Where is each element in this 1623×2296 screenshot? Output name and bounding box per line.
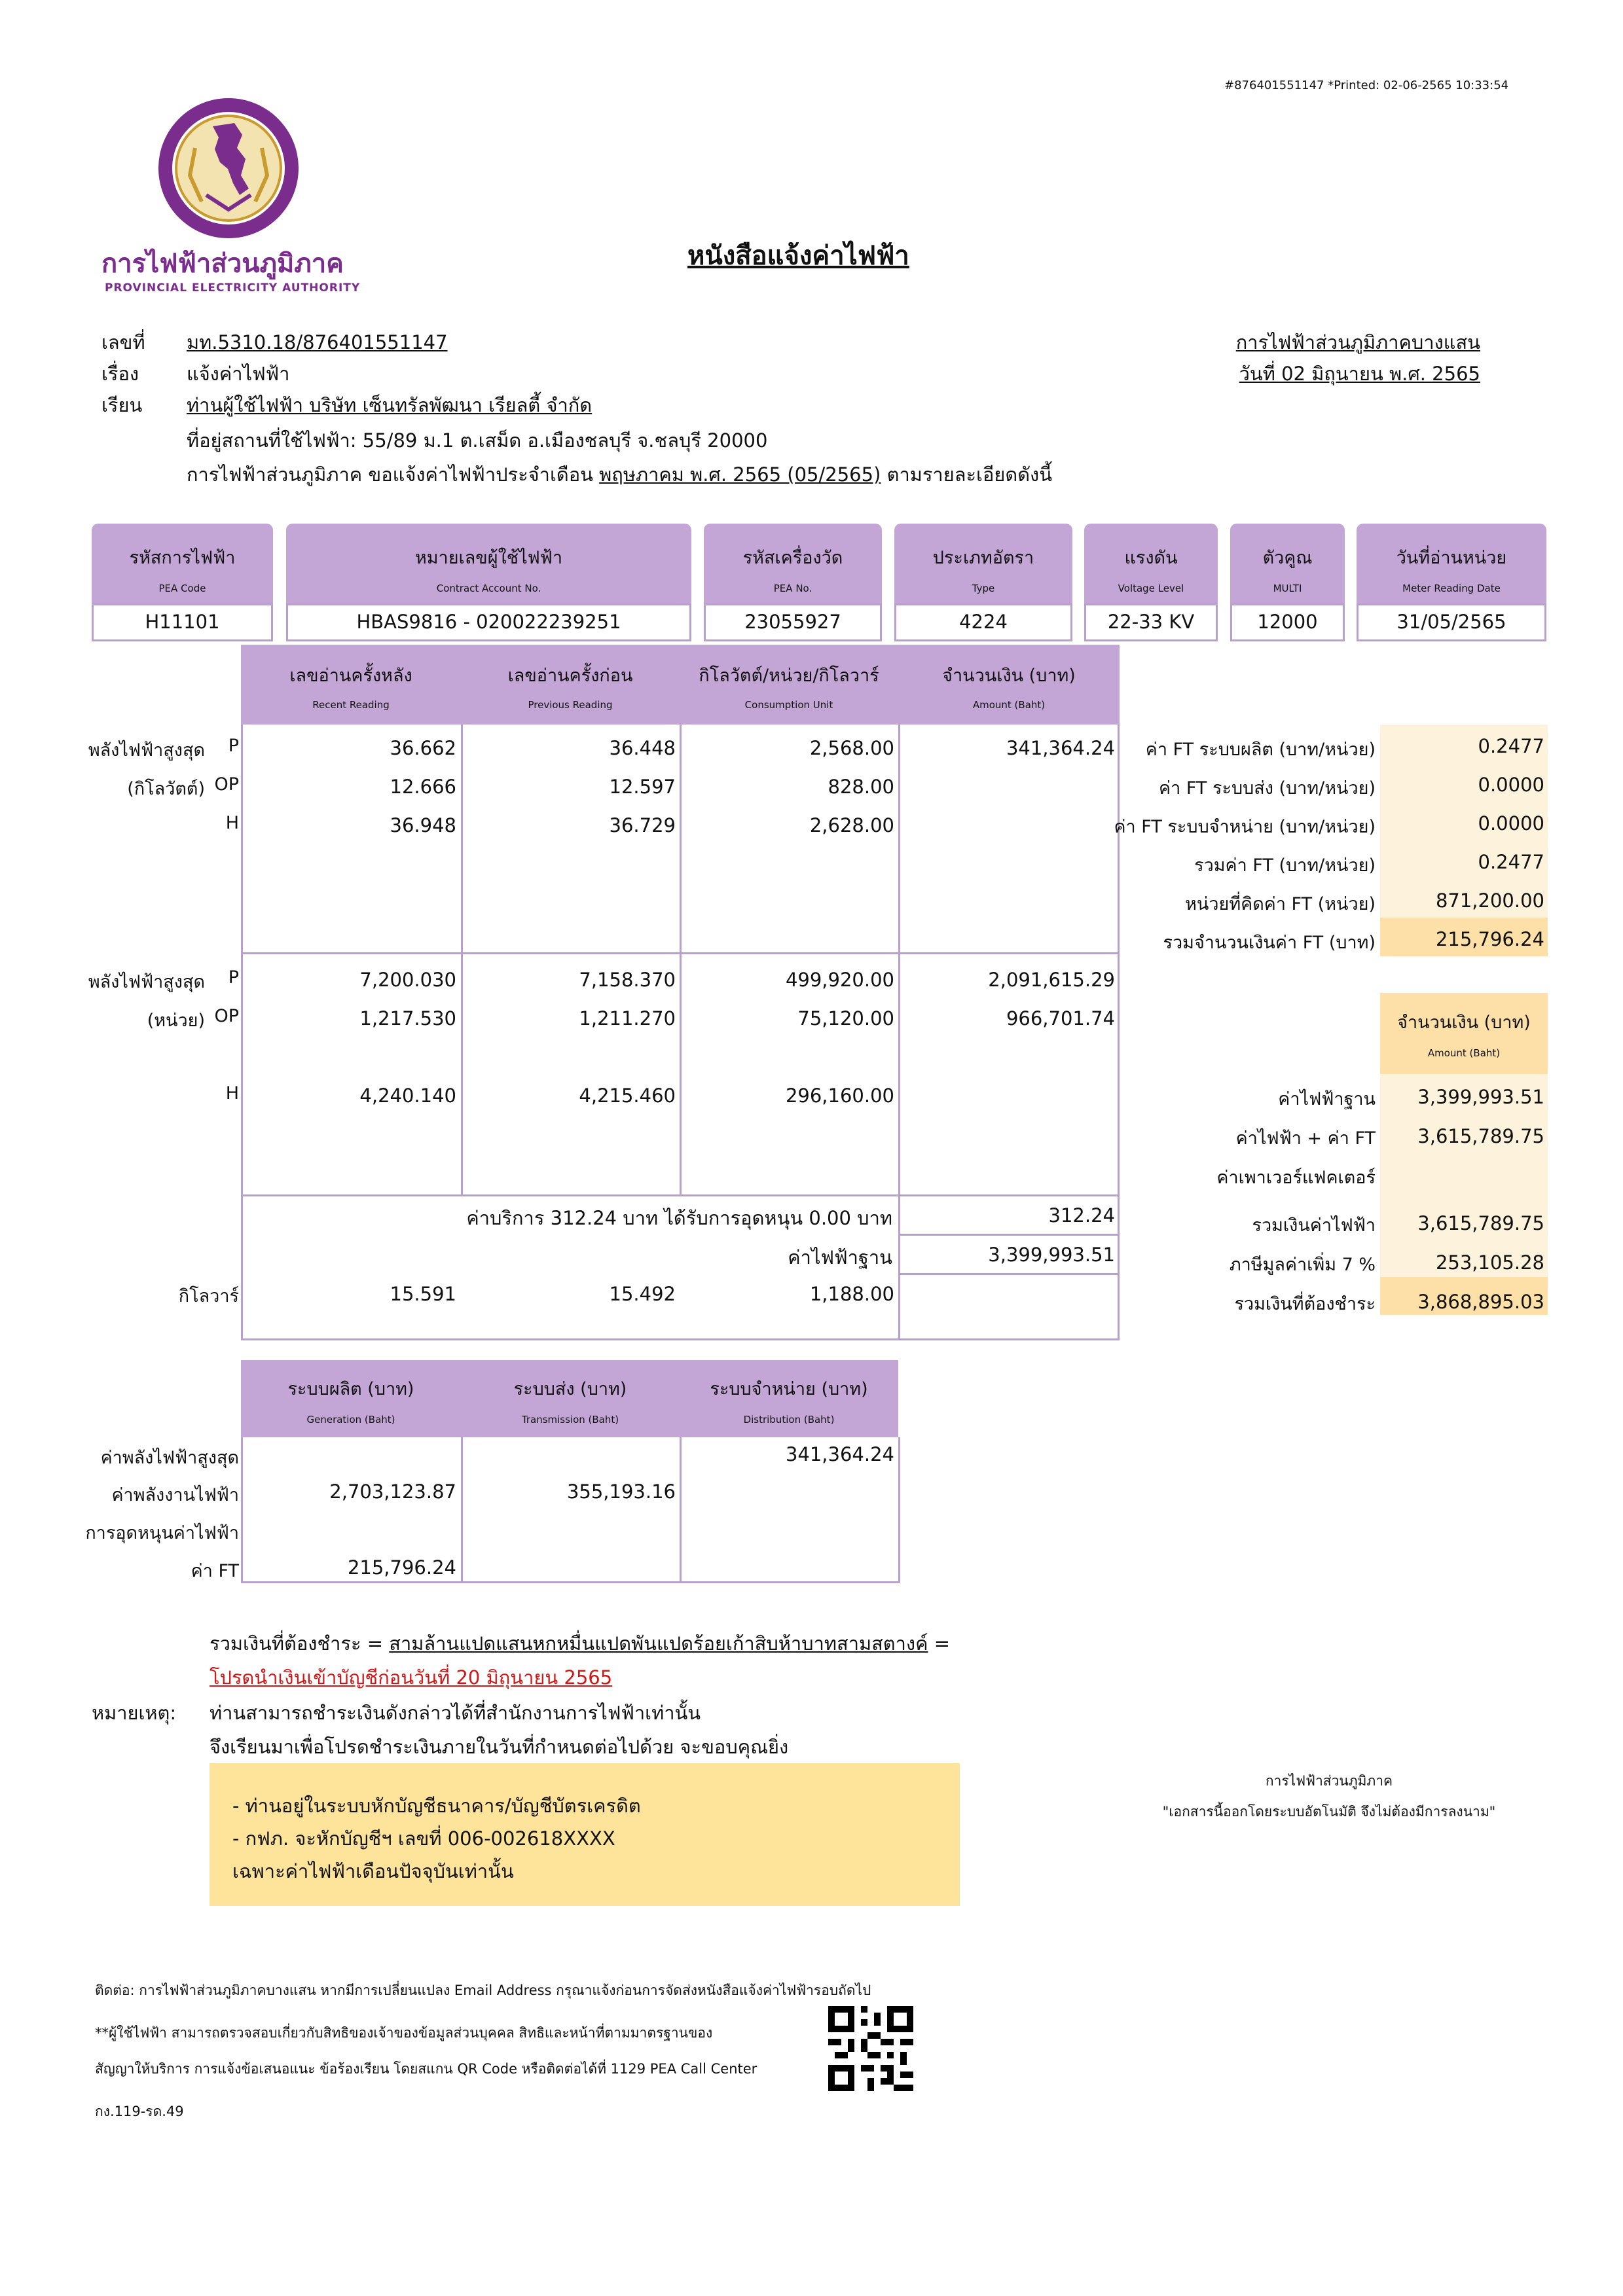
energy-previous: 4,215.460 (579, 1085, 676, 1107)
intro-suffix: ตามรายละเอียดดังนี้ (886, 463, 1053, 486)
form-code: กง.119-รด.49 (95, 2104, 184, 2119)
notice-line-2: - กฟภ. จะหักบัญชีฯ เลขที่ 006-002618XXXX (232, 1827, 615, 1850)
grid-line (898, 1273, 1120, 1275)
footer-privacy-1: **ผู้ใช้ไฟฟ้า สามารถตรวจสอบเกี่ยวกับสิทธิของเจ้าของข้อมูลส่วนบุคคล สิทธิและหน้าที่ตามมาตรฐานของ (95, 2025, 713, 2041)
grid-line (898, 1234, 1120, 1236)
print-info: #876401551147 *Printed: 02-06-2565 10:33:54 (1224, 79, 1509, 92)
info-header-0 (92, 524, 273, 603)
demand-period: H (225, 813, 239, 833)
info-header-2 (704, 524, 882, 603)
info-value-3: 4224 (894, 603, 1072, 641)
ft-label: ค่า FT ระบบผลิต (บาท/หน่วย) (1145, 740, 1376, 760)
info-header-en: Meter Reading Date (1402, 583, 1501, 594)
grid-line (461, 725, 463, 1196)
info-header-th: หมายเลขผู้ใช้ไฟฟ้า (414, 548, 563, 568)
energy-previous: 1,211.270 (579, 1007, 676, 1030)
reading-header-en: Recent Reading (312, 699, 390, 711)
demand-previous: 36.448 (609, 737, 676, 759)
total-words-line (210, 1628, 950, 1659)
energy-label-2: (หน่วย) (147, 1011, 205, 1031)
summary-label: รวมเงินค่าไฟฟ้า (1252, 1215, 1376, 1236)
subject-value: แจ้งค่าไฟฟ้า (187, 363, 290, 385)
info-header-th: รหัสเครื่องวัด (742, 548, 843, 568)
reading-header-en: Consumption Unit (744, 699, 833, 711)
info-value-2: 23055927 (704, 603, 882, 641)
breakdown-header-th: ระบบจำหน่าย (บาท) (710, 1379, 868, 1399)
summary-label: ภาษีมูลค่าเพิ่ม 7 % (1229, 1255, 1376, 1275)
ft-value: 0.0000 (1478, 774, 1544, 796)
letter-no-label: เลขที่ (101, 331, 145, 353)
kvar-consumption: 1,188.00 (809, 1283, 894, 1305)
energy-recent: 4,240.140 (359, 1085, 456, 1107)
energy-consumption: 296,160.00 (785, 1085, 894, 1107)
energy-period: OP (214, 1006, 239, 1026)
summary-header-th: จำนวนเงิน (บาท) (1397, 1013, 1531, 1033)
demand-previous: 36.729 (609, 814, 676, 836)
kvar-recent: 15.591 (390, 1283, 456, 1305)
ft-label: รวมค่า FT (บาท/หน่วย) (1194, 855, 1376, 876)
demand-period: P (228, 736, 239, 756)
grid-line (680, 725, 682, 1196)
breakdown-header-th: ระบบผลิต (บาท) (287, 1379, 414, 1399)
payment-deadline: โปรดนำเงินเข้าบัญชีก่อนวันที่ 20 มิถุนายน 2565 (210, 1666, 613, 1689)
breakdown-header-en: Generation (Baht) (306, 1414, 395, 1426)
ft-label: หน่วยที่คิดค่า FT (หน่วย) (1185, 894, 1376, 914)
footer-contact: ติดต่อ: การไฟฟ้าส่วนภูมิภาคบางแสน หากมีการเปลี่ยนแปลง Email Address กรุณาแจ้งก่อนการจัดส่งหนังสือแจ้งค่าไฟฟ้ารอบถัดไป (95, 1982, 871, 1998)
info-header-en: Type (972, 583, 995, 594)
summary-value: 3,868,895.03 (1417, 1291, 1544, 1313)
grid-line (241, 1437, 243, 1583)
footer-privacy-2: สัญญาให้บริการ การแจ้งข้อเสนอแนะ ข้อร้องเรียน โดยสแกน QR Code หรือติดต่อได้ที่ 1129 PEA Call Center (95, 2061, 757, 2077)
info-value-5: 12000 (1230, 603, 1345, 641)
summary-label: ค่าเพาเวอร์แฟคเตอร์ (1216, 1168, 1376, 1188)
energy-recent: 1,217.530 (359, 1007, 456, 1030)
summary-value: 3,399,993.51 (1417, 1086, 1544, 1108)
energy-amount: 966,701.74 (1006, 1007, 1115, 1030)
ft-value: 0.2477 (1478, 851, 1544, 873)
reading-header-en: Amount (Baht) (972, 699, 1046, 711)
letter-no-value: มท.5310.18/876401551147 (187, 331, 448, 353)
info-header-en: PEA Code (158, 583, 206, 594)
energy-period: H (225, 1083, 239, 1103)
demand-consumption: 828.00 (828, 776, 894, 798)
demand-label-2: (กิโลวัตต์) (127, 779, 205, 799)
info-header-1 (286, 524, 691, 603)
breakdown-header-en: Distribution (Baht) (743, 1414, 835, 1426)
ft-label: รวมจำนวนเงินค่า FT (บาท) (1163, 933, 1376, 953)
kvar-label: กิโลวาร์ (178, 1286, 239, 1306)
grid-line (241, 1194, 1120, 1196)
reading-header-en: Previous Reading (528, 699, 613, 711)
breakdown-header-en: Transmission (Baht) (521, 1414, 619, 1426)
summary-value: 253,105.28 (1435, 1251, 1544, 1274)
demand-recent: 36.948 (390, 814, 456, 836)
info-header-6 (1357, 524, 1546, 603)
breakdown-gen: 215,796.24 (347, 1556, 456, 1579)
letter-date: วันที่ 02 มิถุนายน พ.ศ. 2565 (1239, 363, 1480, 385)
grid-line (241, 1338, 1120, 1340)
demand-recent: 12.666 (390, 776, 456, 798)
reading-header-th: กิโลวัตต์/หน่วย/กิโลวาร์ (699, 666, 879, 686)
energy-period: P (228, 967, 239, 988)
demand-label-1: พลังไฟฟ้าสูงสุด (88, 740, 205, 761)
pea-name-en: PROVINCIAL ELECTRICITY AUTHORITY (105, 281, 361, 295)
demand-amount: 341,364.24 (1006, 737, 1115, 759)
notice-line-1: - ท่านอยู่ในระบบหักบัญชีธนาคาร/บัญชีบัตรเครดิต (232, 1795, 641, 1817)
info-value-4: 22-33 KV (1084, 603, 1218, 641)
breakdown-label: การอุดหนุนค่าไฟฟ้า (85, 1523, 239, 1543)
info-header-en: PEA No. (773, 583, 812, 594)
intro-prefix: การไฟฟ้าส่วนภูมิภาค ขอแจ้งค่าไฟฟ้าประจำเดือน (187, 463, 593, 486)
signature-note: "เอกสารนี้ออกโดยระบบอัตโนมัติ จึงไม่ต้องมีการลงนาม" (1162, 1804, 1496, 1820)
energy-previous: 7,158.370 (579, 969, 676, 991)
energy-consumption: 75,120.00 (797, 1007, 894, 1030)
base-charge-amount: 3,399,993.51 (988, 1244, 1115, 1266)
info-value-6: 31/05/2565 (1357, 603, 1546, 641)
energy-label-1: พลังไฟฟ้าสูงสุด (88, 972, 205, 992)
ft-value: 0.0000 (1478, 812, 1544, 834)
summary-value: 3,615,789.75 (1417, 1125, 1544, 1147)
demand-period: OP (214, 774, 239, 795)
kvar-previous: 15.492 (609, 1283, 676, 1305)
address: ที่อยู่สถานที่ใช้ไฟฟ้า: 55/89 ม.1 ต.เสม็ด อ.เมืองชลบุรี จ.ชลบุรี 20000 (187, 429, 768, 452)
remark-label: หมายเหตุ: (92, 1702, 177, 1724)
demand-recent: 36.662 (390, 737, 456, 759)
subject-label: เรื่อง (101, 363, 139, 385)
grid-line (898, 725, 900, 1340)
grid-line (241, 1581, 900, 1583)
demand-consumption: 2,568.00 (809, 737, 894, 759)
demand-previous: 12.597 (609, 776, 676, 798)
breakdown-header-th: ระบบส่ง (บาท) (513, 1379, 627, 1399)
signature-org: การไฟฟ้าส่วนภูมิภาค (1265, 1773, 1393, 1789)
energy-amount: 2,091,615.29 (988, 969, 1115, 991)
notice-line-3: เฉพาะค่าไฟฟ้าเดือนปัจจุบันเท่านั้น (232, 1860, 514, 1882)
breakdown-label: ค่า FT (191, 1561, 239, 1581)
info-header-th: รหัสการไฟฟ้า (129, 548, 236, 568)
breakdown-gen: 2,703,123.87 (329, 1480, 456, 1503)
info-header-th: วันที่อ่านหน่วย (1396, 548, 1507, 568)
info-header-4 (1084, 524, 1218, 603)
ft-value: 0.2477 (1478, 735, 1544, 757)
remark-line-2: จึงเรียนมาเพื่อโปรดชำระเงินภายในวันที่กำหนดต่อไปด้วย จะขอบคุณยิ่ง (210, 1736, 789, 1758)
to-value: ท่านผู้ใช้ไฟฟ้า บริษัท เซ็นทรัลพัฒนา เรียลตี้ จำกัด (187, 394, 593, 416)
office-name: การไฟฟ้าส่วนภูมิภาคบางแสน (1235, 331, 1480, 353)
breakdown-dist: 341,364.24 (785, 1443, 894, 1465)
grid-line (241, 725, 243, 1340)
service-charge-text: ค่าบริการ 312.24 บาท ได้รับการอุดหนุน 0.00 บาท (466, 1207, 892, 1229)
direct-debit-notice (210, 1763, 960, 1906)
energy-recent: 7,200.030 (359, 969, 456, 991)
info-header-5 (1230, 524, 1345, 603)
service-charge-amount: 312.24 (1048, 1204, 1115, 1227)
summary-label: รวมเงินที่ต้องชำระ (1234, 1294, 1376, 1314)
breakdown-trans: 355,193.16 (566, 1480, 676, 1503)
intro-line (187, 459, 1052, 490)
reading-header-th: จำนวนเงิน (บาท) (942, 666, 1076, 686)
ft-value: 871,200.00 (1435, 889, 1544, 912)
pea-name-th: การไฟฟ้าส่วนภูมิภาค (101, 249, 344, 279)
summary-label: ค่าไฟฟ้าฐาน (1278, 1089, 1376, 1109)
reading-header-th: เลขอ่านครั้งก่อน (507, 666, 633, 686)
ft-label: ค่า FT ระบบส่ง (บาท/หน่วย) (1159, 778, 1376, 798)
grid-line (898, 1437, 900, 1583)
grid-line (680, 1437, 682, 1583)
ft-value: 215,796.24 (1435, 928, 1544, 950)
summary-label: ค่าไฟฟ้า + ค่า FT (1235, 1128, 1376, 1149)
info-header-th: ตัวคูณ (1262, 548, 1313, 568)
info-header-en: MULTI (1273, 583, 1302, 594)
info-header-th: แรงดัน (1124, 548, 1178, 568)
demand-consumption: 2,628.00 (809, 814, 894, 836)
document-title: หนังสือแจ้งค่าไฟฟ้า (687, 241, 909, 271)
total-prefix: รวมเงินที่ต้องชำระ = (210, 1632, 384, 1655)
remark-line-1: ท่านสามารถชำระเงินดังกล่าวได้ที่สำนักงานการไฟฟ้าเท่านั้น (210, 1702, 701, 1724)
info-value-0: H11101 (92, 603, 273, 641)
intro-month: พฤษภาคม พ.ศ. 2565 (05/2565) (599, 463, 881, 486)
summary-header-en: Amount (Baht) (1427, 1047, 1501, 1059)
info-header-th: ประเภทอัตรา (932, 548, 1034, 568)
info-header-en: Contract Account No. (436, 583, 541, 594)
breakdown-label: ค่าพลังไฟฟ้าสูงสุด (100, 1448, 239, 1468)
total-suffix: = (934, 1632, 950, 1655)
info-header-3 (894, 524, 1072, 603)
reading-header-th: เลขอ่านครั้งหลัง (289, 666, 412, 686)
base-charge-label: ค่าไฟฟ้าฐาน (788, 1246, 892, 1268)
grid-line (461, 1437, 463, 1583)
total-in-words: สามล้านแปดแสนหกหมื่นแปดพันแปดร้อยเก้าสิบห้าบาทสามสตางค์ (389, 1632, 928, 1655)
grid-line (241, 952, 1120, 954)
energy-consumption: 499,920.00 (785, 969, 894, 991)
summary-value: 3,615,789.75 (1417, 1212, 1544, 1234)
ft-label: ค่า FT ระบบจำหน่าย (บาท/หน่วย) (1114, 817, 1376, 837)
info-value-1: HBAS9816 - 020022239251 (286, 603, 691, 641)
pea-logo-seal (157, 97, 300, 240)
info-header-en: Voltage Level (1118, 583, 1184, 594)
breakdown-label: ค่าพลังงานไฟฟ้า (111, 1485, 239, 1505)
to-label: เรียน (101, 394, 143, 416)
qr-code-icon[interactable] (828, 2006, 913, 2091)
